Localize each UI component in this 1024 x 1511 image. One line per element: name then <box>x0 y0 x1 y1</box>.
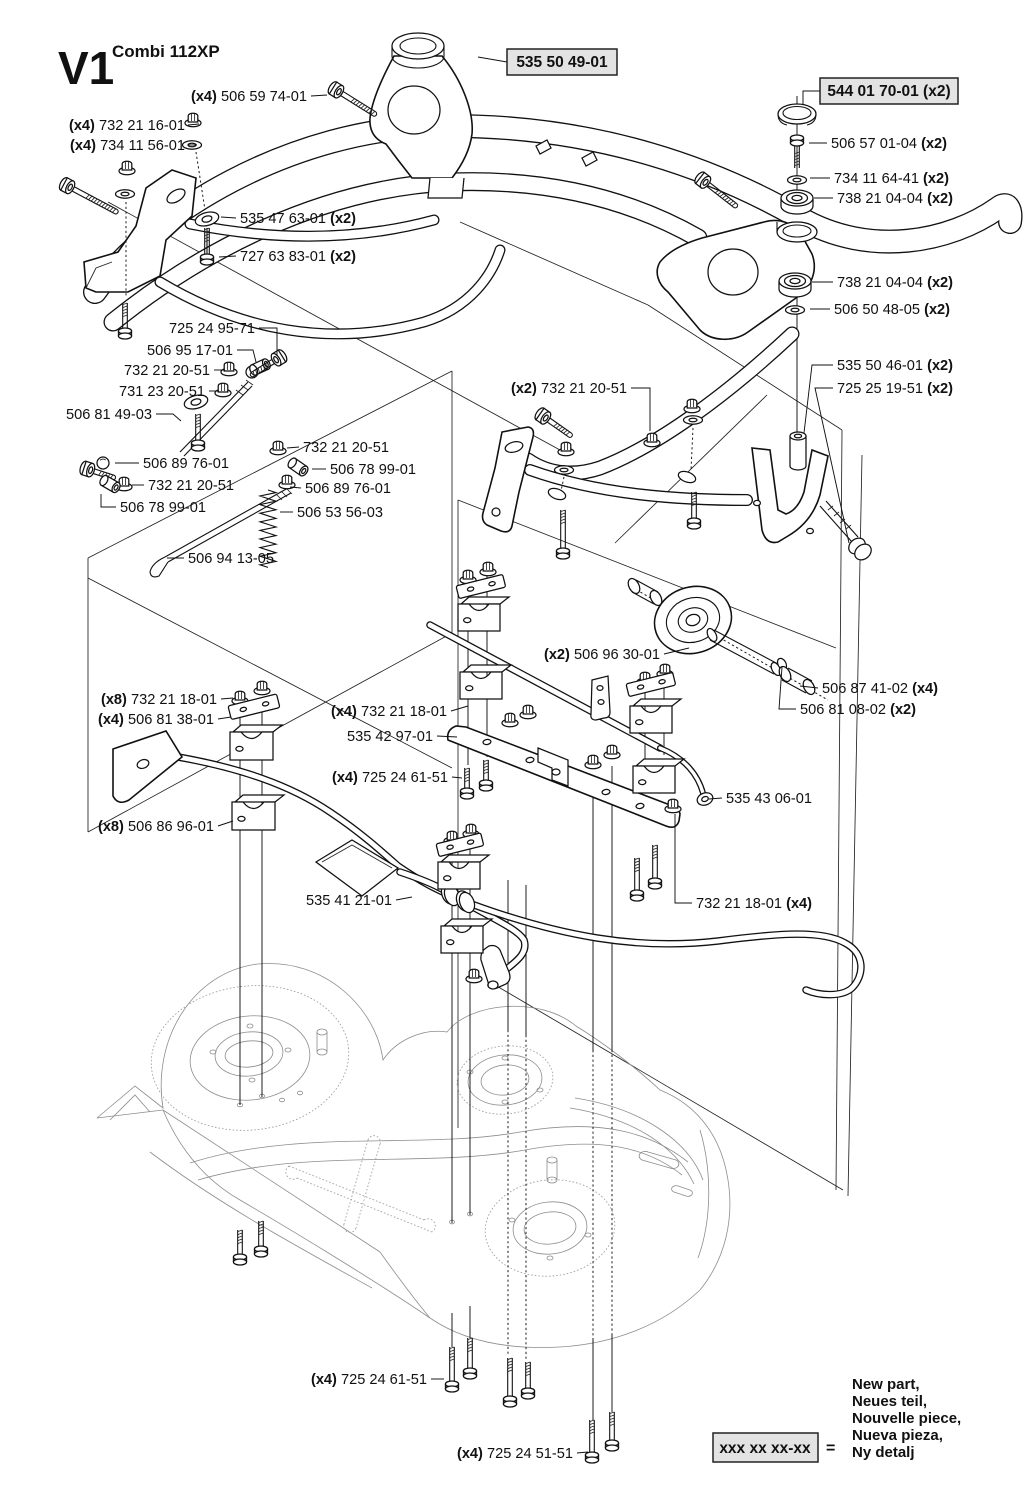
crank-eye <box>488 981 498 989</box>
part-label <box>280 505 383 521</box>
label-leader-line <box>804 365 833 433</box>
deck-outline <box>97 1110 163 1118</box>
part-number-text: 506 94 13-05 <box>188 551 275 567</box>
part-label <box>800 681 938 697</box>
part-number-text: (x4) 734 11 56-01 <box>70 138 185 154</box>
part-label <box>290 481 391 497</box>
x-brace <box>344 1136 381 1233</box>
plane-edge <box>836 430 842 1190</box>
deck-post <box>547 1157 557 1163</box>
part-number-text: 535 50 46-01 (x2) <box>837 358 954 374</box>
spindle-hole <box>522 1209 577 1246</box>
bolt-icon <box>630 858 643 901</box>
label-leader-line <box>221 698 233 699</box>
part-label <box>124 363 225 379</box>
bolt-icon <box>605 1412 618 1451</box>
part-number-text: 506 57 01-04 (x2) <box>831 136 948 152</box>
deck-channel <box>198 1144 682 1180</box>
part-number-text: 734 11 64-41 (x2) <box>834 171 949 187</box>
label-leader-line <box>452 777 462 778</box>
part-number-text: (x4) 506 59 74-01 <box>190 89 307 105</box>
page-title-model: Combi 112XP <box>112 42 220 61</box>
part-number-text: 506 89 76-01 <box>305 481 392 497</box>
bearing-icon <box>781 190 813 214</box>
nut-icon <box>585 755 601 769</box>
clamp-half-icon <box>441 919 492 953</box>
label-leader-line <box>218 821 233 826</box>
part-number-text: 535 50 49-01 <box>516 54 608 71</box>
part-number-text: (x4) 732 21 18-01 <box>330 704 447 720</box>
ball-socket-icon <box>286 457 309 478</box>
ball-socket-icon <box>98 474 122 494</box>
bolt-icon <box>445 1347 458 1392</box>
part-number-text: (x4) 725 24 51-51 <box>456 1446 573 1462</box>
mid-bracket-hole <box>492 508 500 516</box>
bolt-icon <box>556 510 569 559</box>
nut-icon <box>221 362 237 376</box>
clamp-half-icon <box>232 795 284 830</box>
spindle-ring <box>454 1041 557 1119</box>
part-label <box>511 381 650 431</box>
part-number-text: (x4) 506 81 38-01 <box>97 712 214 728</box>
part-number-text: 506 78 99-01 <box>330 462 417 478</box>
plate-hole <box>526 757 535 763</box>
part-number-text: 725 24 95-71 <box>168 321 255 337</box>
mower-deck-drawing <box>97 964 730 1348</box>
top-bracket-hole <box>388 86 440 134</box>
part-label <box>287 440 389 456</box>
top-bracket-tab <box>428 178 464 198</box>
part-label <box>101 692 233 708</box>
deck-channel <box>190 1127 688 1163</box>
spindle-ring <box>213 1029 285 1080</box>
part-label <box>306 893 412 909</box>
part-label <box>803 78 958 105</box>
deck-post <box>317 1049 327 1055</box>
label-leader-line <box>311 95 327 96</box>
right-bracket-hole <box>708 249 758 295</box>
clamp-plate-icon <box>626 672 676 696</box>
label-leader-line <box>478 57 507 62</box>
part-number-text: 732 21 20-51 <box>303 440 390 456</box>
part-number-text: 732 21 18-01 (x4) <box>696 896 813 912</box>
part-number-text: (x4) 725 24 61-51 <box>310 1372 427 1388</box>
x-brace <box>286 1166 435 1232</box>
part-label <box>98 819 233 835</box>
spindle-ring <box>480 1173 619 1282</box>
part-number-text: 738 21 04-04 (x2) <box>837 191 954 207</box>
deck-outline <box>97 964 730 1348</box>
part-number-text: 506 81 08-02 (x2) <box>800 702 917 718</box>
fork-pin <box>790 436 806 470</box>
part-label <box>70 138 197 154</box>
pedal-plate <box>316 840 398 896</box>
part-number-text: 506 53 56-03 <box>297 505 384 521</box>
plate-hole <box>636 803 645 809</box>
plane-edge <box>490 982 843 1190</box>
legend-line-es: Nueva pieza, <box>852 1427 943 1444</box>
label-leader-line <box>218 717 231 719</box>
deck-rolled-edge <box>570 1108 694 1184</box>
nut-icon <box>665 799 681 813</box>
plate-hole <box>483 739 492 745</box>
plate-hole <box>602 789 611 795</box>
part-label <box>675 814 812 912</box>
part-label <box>115 456 229 472</box>
mid-bracket <box>483 427 534 532</box>
part-number-text: 732 21 20-51 <box>123 363 210 379</box>
nut-icon <box>119 161 135 175</box>
clamp-half-icon <box>458 597 509 631</box>
hex-bolt-icon <box>58 176 122 219</box>
deck-skirt <box>150 1152 372 1288</box>
legend-line-fr: Nouvelle piece, <box>852 1410 962 1427</box>
nut-icon <box>480 562 496 576</box>
part-label <box>147 343 256 362</box>
washer-icon <box>116 190 135 198</box>
part-label <box>98 712 231 728</box>
bolt-icon <box>521 1362 534 1399</box>
arm-eye <box>677 469 697 485</box>
plane-edge <box>460 222 648 305</box>
label-leader-line <box>803 91 820 105</box>
label-leader-line <box>156 414 181 421</box>
part-label <box>814 191 953 207</box>
part-number-text: 544 01 70-01 (x2) <box>827 83 951 100</box>
nut-icon <box>684 399 700 413</box>
part-number-text: 535 42 97-01 <box>346 729 433 745</box>
bolt-icon <box>479 760 492 791</box>
part-number-text: (x8) 506 86 96-01 <box>97 819 214 835</box>
bolt-icon <box>585 1420 598 1463</box>
bolt-hole <box>585 1233 591 1237</box>
clamp-half-icon <box>630 699 681 733</box>
plate-channel-hole <box>552 769 560 775</box>
part-number-text: 506 81 49-03 <box>65 407 152 423</box>
clamp-half-icon <box>633 759 684 793</box>
part-number-text: 506 50 48-05 (x2) <box>834 302 951 318</box>
part-number-text: (x4) 732 21 16-01 <box>68 118 185 134</box>
legend-equals: = <box>826 1440 836 1457</box>
fork-hole <box>807 528 814 533</box>
bolt-hole <box>279 1098 284 1102</box>
part-label <box>809 136 947 152</box>
bolt-icon <box>648 845 661 889</box>
part-label <box>101 494 206 516</box>
tab-bracket <box>591 676 610 720</box>
part-label <box>332 770 462 786</box>
part-label <box>66 407 181 423</box>
part-number-text: 506 78 99-01 <box>120 500 207 516</box>
arm-eye <box>547 486 567 502</box>
part-label <box>311 1372 444 1388</box>
label-leader-line <box>221 217 236 218</box>
bolt-icon <box>503 1358 516 1407</box>
part-number-text: 725 25 19-51 (x2) <box>837 381 954 397</box>
nut-icon <box>254 681 270 695</box>
clamp-plate-icon <box>436 833 484 857</box>
nut-icon <box>466 969 482 983</box>
legend-line-en: New part, <box>852 1376 920 1393</box>
clamp-half-icon <box>438 855 489 889</box>
tab-hole <box>598 700 604 705</box>
spindle-ring <box>510 1198 589 1257</box>
hex-bolt-icon <box>326 80 380 121</box>
nut-icon <box>520 705 536 719</box>
washer-icon <box>788 176 807 184</box>
legend-code-text: xxx xx xx-xx <box>719 1440 811 1457</box>
part-number-text: 535 41 21-01 <box>305 893 392 909</box>
axle-bushing-left <box>626 577 642 596</box>
deck-front-edge <box>163 1110 380 1252</box>
ball-joint-icon <box>97 457 109 469</box>
bolt-icon <box>254 1221 267 1257</box>
part-label <box>119 384 219 400</box>
part-label <box>810 302 950 318</box>
spindle-hole <box>224 1039 274 1070</box>
part-label <box>812 275 953 291</box>
part-label <box>132 478 234 494</box>
part-number-text: 731 23 20-51 <box>118 384 205 400</box>
label-leader-line <box>237 350 256 362</box>
part-label <box>191 89 327 105</box>
fork-pin <box>794 434 801 438</box>
label-leader-line <box>287 447 299 448</box>
part-label <box>312 462 416 478</box>
part-label <box>815 381 953 543</box>
washer-icon <box>684 416 703 424</box>
bearing-icon <box>779 273 811 297</box>
part-number-text: (x8) 732 21 18-01 <box>100 692 217 708</box>
part-number-text: 732 21 20-51 <box>148 478 235 494</box>
nut-icon <box>502 713 518 727</box>
washer-icon <box>786 306 805 314</box>
part-label <box>331 704 468 720</box>
part-number-text: 727 63 83-01 (x2) <box>240 249 357 265</box>
hex-bolt-icon <box>533 406 576 442</box>
page-title-code: V1 <box>58 42 115 94</box>
clamp-half-icon <box>230 725 282 760</box>
part-number-text: 506 87 41-02 (x4) <box>822 681 939 697</box>
nut-icon <box>558 442 574 456</box>
deck-inner-edge <box>698 1130 709 1258</box>
bolt-icon <box>233 1230 246 1265</box>
part-label <box>457 1446 588 1462</box>
part-number-text: 535 43 06-01 <box>726 791 813 807</box>
nut-icon <box>215 383 231 397</box>
part-label <box>347 729 457 745</box>
new-part-legend <box>713 1376 961 1462</box>
label-leader-line <box>101 494 116 507</box>
label-leader-line <box>451 706 468 711</box>
legend-line-sv: Ny detalj <box>852 1444 915 1461</box>
part-label <box>709 791 812 807</box>
part-number-text: 738 21 04-04 (x2) <box>837 275 954 291</box>
slot <box>672 1186 693 1197</box>
part-label <box>69 118 199 134</box>
washer-icon <box>555 466 574 474</box>
deck-front-edge <box>380 1252 430 1318</box>
plastic-cap-icon <box>778 104 816 125</box>
deck-flap <box>110 1095 150 1120</box>
nut-icon <box>604 745 620 759</box>
bolt-icon <box>463 1338 476 1379</box>
long-bolt <box>820 501 858 542</box>
bolt-hole <box>502 1056 508 1060</box>
part-number-text: 506 95 17-01 <box>146 343 233 359</box>
bolt-hole <box>210 1050 216 1054</box>
part-number-text: (x4) 725 24 61-51 <box>331 770 448 786</box>
spindle-hole <box>480 1063 531 1098</box>
part-number-text: 506 89 76-01 <box>143 456 230 472</box>
part-label <box>544 647 689 663</box>
part-label <box>810 171 949 187</box>
part-number-text: (x2) 506 96 30-01 <box>543 647 660 663</box>
part-label <box>221 211 356 227</box>
part-number-text: (x2) 732 21 20-51 <box>510 381 627 397</box>
clamp-half-icon <box>460 665 511 699</box>
bolt-hole <box>509 1218 515 1222</box>
part-label <box>478 49 617 75</box>
nut-icon <box>270 441 286 455</box>
rod-hook <box>150 557 168 577</box>
label-leader-line <box>396 897 412 900</box>
bolt-hole <box>249 1078 255 1082</box>
plane-edge <box>848 455 862 1196</box>
bolt-hole <box>247 1024 253 1028</box>
spindle-ring <box>144 976 356 1140</box>
legend-line-de: Neues teil, <box>852 1393 928 1410</box>
bolt-hole <box>502 1100 508 1104</box>
bolt-hole <box>547 1256 553 1260</box>
part-label <box>219 249 356 265</box>
label-leader-line <box>675 814 692 903</box>
tab-hole <box>597 686 603 691</box>
deck-post <box>317 1029 327 1035</box>
bolt-hole <box>285 1048 291 1052</box>
bolt-hole <box>297 1091 302 1095</box>
part-number-text: 535 47 63-01 (x2) <box>240 211 357 227</box>
fork-hole <box>754 500 761 505</box>
bolt-icon <box>191 414 204 451</box>
label-leader-line <box>631 388 650 431</box>
bolt-icon <box>460 768 473 799</box>
